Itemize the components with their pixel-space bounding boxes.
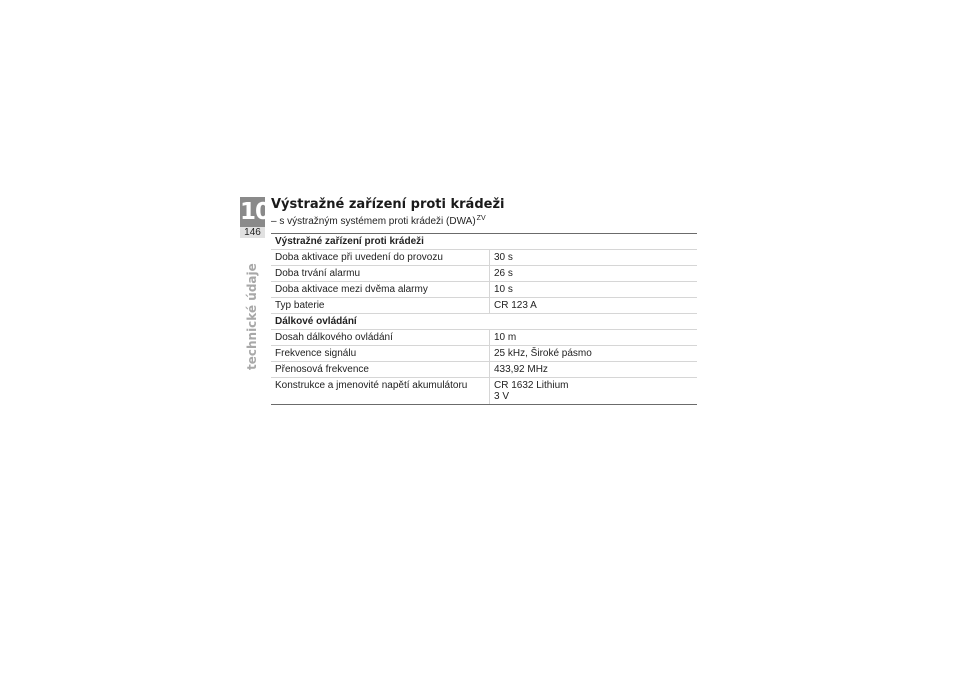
row-value-line: 3 V [494,391,510,402]
row-label: Frekvence signálu [271,346,490,362]
table-row [271,266,697,282]
row-label: Konstrukce a jmenovité napětí akumulátoru [271,378,490,405]
table-row [271,282,697,298]
row-value: 25 kHz, Široké pásmo [490,346,698,362]
row-value: 10 m [490,330,698,346]
table-row [271,362,697,378]
table-row [271,250,697,266]
row-value: 26 s [490,266,698,282]
row-value: 433,92 MHz [490,362,698,378]
chapter-side-label-text: technické údaje [245,263,259,370]
row-value: CR 123 A [490,298,698,314]
table-row [271,346,697,362]
row-label: Doba trvání alarmu [271,266,490,282]
chapter-number-badge: 10 [240,199,271,225]
table-row [271,330,697,346]
page-title: Výstražné zařízení proti krádeži [271,197,505,212]
row-value: 30 s [490,250,698,266]
row-label: Doba aktivace při uvedení do provozu [271,250,490,266]
section-title: Výstražné zařízení proti krádeži [271,234,697,250]
row-label: Typ baterie [271,298,490,314]
spec-table [271,233,697,405]
row-value: 10 s [490,282,698,298]
row-value [490,378,698,405]
row-value-line: CR 1632 Lithium [494,380,569,391]
row-label: Doba aktivace mezi dvěma alarmy [271,282,490,298]
page-subtitle [271,212,486,228]
subtitle-text: – s výstražným systémem proti krádeži (DWA) [271,216,476,227]
section-header-remote-control [271,314,697,330]
table-row [271,378,697,405]
section-title: Dálkové ovládání [271,314,697,330]
section-header-anti-theft [271,234,697,250]
optional-equipment-marker: ZV [476,215,486,222]
row-label: Přenosová frekvence [271,362,490,378]
page-number: 146 [240,227,265,238]
row-label: Dosah dálkového ovládání [271,330,490,346]
table-row [271,298,697,314]
